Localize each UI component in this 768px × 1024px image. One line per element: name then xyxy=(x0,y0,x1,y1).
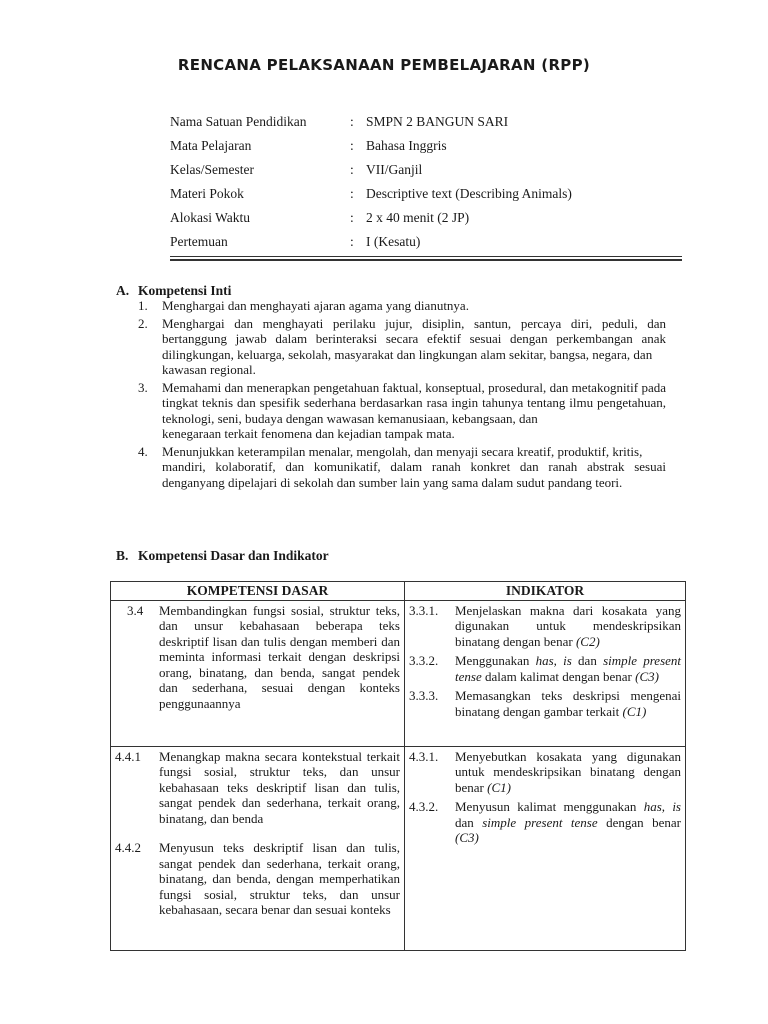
list-item xyxy=(138,298,666,314)
identity-row xyxy=(170,206,690,230)
indikator-text-italic: (C3) xyxy=(455,830,479,845)
identity-colon: : xyxy=(350,186,354,201)
identity-value: SMPN 2 BANGUN SARI xyxy=(366,114,509,129)
indikator-text-italic: has, is xyxy=(535,653,572,668)
section-a-label: A. xyxy=(116,283,130,298)
indikator-text-italic: has, is xyxy=(643,799,681,814)
indikator-item xyxy=(409,799,681,846)
identity-colon: : xyxy=(350,114,354,129)
kd-text: Menangkap makna secara kontekstual terkait fungsi sosial, struktur teks, dan unsur kebahasaan teks deskriptif lisan dan tulis, sangat pendek dan sederhana, terkait orang, binatang, dan benda xyxy=(159,748,400,826)
indikator-text-italic: (C2) xyxy=(575,633,600,649)
section-b-label: B. xyxy=(116,548,129,563)
kompetensi-table xyxy=(110,581,686,951)
indikator-text: dengan benar xyxy=(597,814,681,830)
list-text: Menghargai dan menghayati perilaku jujur, disiplin, santun, percaya diri, peduli, dan bertanggung jawab dalam berinteraksi secara efektif sesuai dengan perkembangan anak dilingkungan, keluarga, sekolah, masyarakat dan lingkungan alam sekitar, bangsa, negara, dan xyxy=(162,315,666,362)
list-number: 3. xyxy=(138,379,148,395)
section-b-title: Kompetensi Dasar dan Indikator xyxy=(138,548,329,563)
indikator-item xyxy=(409,653,681,684)
identity-key: Kelas/Semester xyxy=(170,162,254,177)
kd-text: Membandingkan fungsi sosial, struktur teks, dan unsur kebahasaan beberapa teks deskriptif lisan dan tulis dengan memberi dan meminta informasi terkait dengan deskripsi orang, binatang, dan benda, sangat pendek dan sederhana, sesuai dengan konteks penggunaannya xyxy=(159,602,400,711)
kompetensi-inti-list xyxy=(138,298,666,492)
table-row xyxy=(111,600,686,746)
table-row xyxy=(111,746,686,950)
indikator-text-italic: simple present tense xyxy=(455,653,682,684)
indikator-text: Menyebutkan kosakata yang digunakan untuk mendeskripsikan binatang dengan benar xyxy=(455,748,681,795)
identity-value: Descriptive text (Describing Animals) xyxy=(366,186,572,201)
indikator-text: Menjelaskan makna dari kosakata yang digunakan untuk mendeskripsikan binatang dengan benar xyxy=(455,602,681,649)
indikator-text: dalam kalimat dengan benar xyxy=(481,668,636,684)
list-text: kenegaraan terkait fenomena dan kejadian tampak mata. xyxy=(162,426,455,441)
indikator-number: 3.3.3. xyxy=(409,688,439,703)
indikator-text: dan xyxy=(571,653,604,668)
kd-text: Menyusun teks deskriptif lisan dan tulis, sangat pendek dan sederhana, terkait orang, binatang, dan benda, dengan memperhatikan fungsi sosial, struktur teks, dan unsur kebahasaan, secara benar dan sesuai konteks xyxy=(159,840,400,917)
divider-line-thick xyxy=(170,259,682,261)
indikator-text: dan xyxy=(455,814,483,830)
list-text: Memahami dan menerapkan pengetahuan faktual, konseptual, prosedural, dan metakognitif pada tingkat teknis dan spesifik sederhana berdasarkan rasa ingin tahunya tentang ilmu pengetahuan, teknologi, seni, budaya dengan wawasan kemanusiaan, kebangsaan, dan xyxy=(162,379,666,426)
indikator-text: Menggunakan xyxy=(455,653,536,668)
section-a-title: Kompetensi Inti xyxy=(138,283,232,298)
header-indikator: INDIKATOR xyxy=(405,582,686,601)
divider-line xyxy=(170,256,682,257)
indikator-text-italic: (C1) xyxy=(487,779,511,795)
kd-number: 4.4.2 xyxy=(115,840,141,855)
indikator-text: Memasangkan teks deskripsi mengenai binatang dengan gambar terkait xyxy=(455,688,681,719)
identity-value: I (Kesatu) xyxy=(366,234,421,249)
indikator-text-italic: (C1) xyxy=(622,703,647,719)
identity-colon: : xyxy=(350,234,354,249)
identity-value: VII/Ganjil xyxy=(366,162,423,177)
identity-colon: : xyxy=(350,162,354,177)
identity-row xyxy=(170,182,690,206)
table-header-row xyxy=(111,582,686,601)
indikator-number: 4.3.2. xyxy=(409,799,439,814)
section-b-heading xyxy=(116,548,329,564)
identity-colon: : xyxy=(350,138,354,153)
identity-table xyxy=(170,110,690,254)
indikator-number: 3.3.2. xyxy=(409,653,439,668)
list-item xyxy=(138,444,666,491)
identity-key: Alokasi Waktu xyxy=(170,210,251,225)
list-item xyxy=(138,380,666,442)
kd-item xyxy=(115,603,400,712)
identity-key: Pertemuan xyxy=(170,234,228,249)
indikator-text: Menyusun kalimat menggunakan xyxy=(455,799,644,814)
identity-row xyxy=(170,230,690,254)
kd-item xyxy=(115,749,400,827)
list-text: Menghargai dan menghayati ajaran agama yang dianutnya. xyxy=(162,298,469,313)
list-number: 4. xyxy=(138,443,148,459)
kd-number: 4.4.1 xyxy=(115,748,141,764)
list-item xyxy=(138,316,666,378)
identity-row xyxy=(170,158,690,182)
identity-value: Bahasa Inggris xyxy=(366,138,447,153)
indikator-number: 4.3.1. xyxy=(409,748,439,764)
list-text: Menunjukkan keterampilan menalar, mengolah, dan menyaji secara kreatif, produktif, kritis, xyxy=(162,443,643,459)
identity-colon: : xyxy=(350,210,354,225)
indikator-item xyxy=(409,688,681,719)
indikator-text-italic: simple present tense xyxy=(482,814,598,830)
list-text: mandiri, kolaboratif, dan komunikatif, dalam ranah konkret dan ranah abstrak sesuai denganyang dipelajari di sekolah dan sumber lain yang sama dalam sudut pandang teori. xyxy=(162,459,666,490)
indikator-cell xyxy=(405,600,686,746)
kd-cell xyxy=(111,600,405,746)
indikator-text-italic: (C3) xyxy=(635,668,659,684)
identity-key: Materi Pokok xyxy=(170,186,244,201)
identity-key: Nama Satuan Pendidikan xyxy=(170,114,307,129)
list-number: 2. xyxy=(138,315,148,331)
identity-value: 2 x 40 menit (2 JP) xyxy=(366,210,470,225)
indikator-item xyxy=(409,749,681,796)
kd-item xyxy=(115,840,400,918)
list-text: kawasan regional. xyxy=(162,362,256,377)
document-title: RENCANA PELAKSANAAN PEMBELAJARAN (RPP) xyxy=(177,56,591,74)
indikator-cell xyxy=(405,746,686,950)
identity-row xyxy=(170,134,690,158)
kd-number: 3.4 xyxy=(127,602,144,618)
identity-key: Mata Pelajaran xyxy=(170,138,252,153)
kd-cell xyxy=(111,746,405,950)
list-number: 1. xyxy=(138,298,148,313)
indikator-item xyxy=(409,603,681,650)
section-a-heading xyxy=(116,283,231,299)
indikator-number: 3.3.1. xyxy=(409,602,439,618)
identity-row xyxy=(170,110,690,134)
header-kompetensi-dasar: KOMPETENSI DASAR xyxy=(111,582,405,601)
